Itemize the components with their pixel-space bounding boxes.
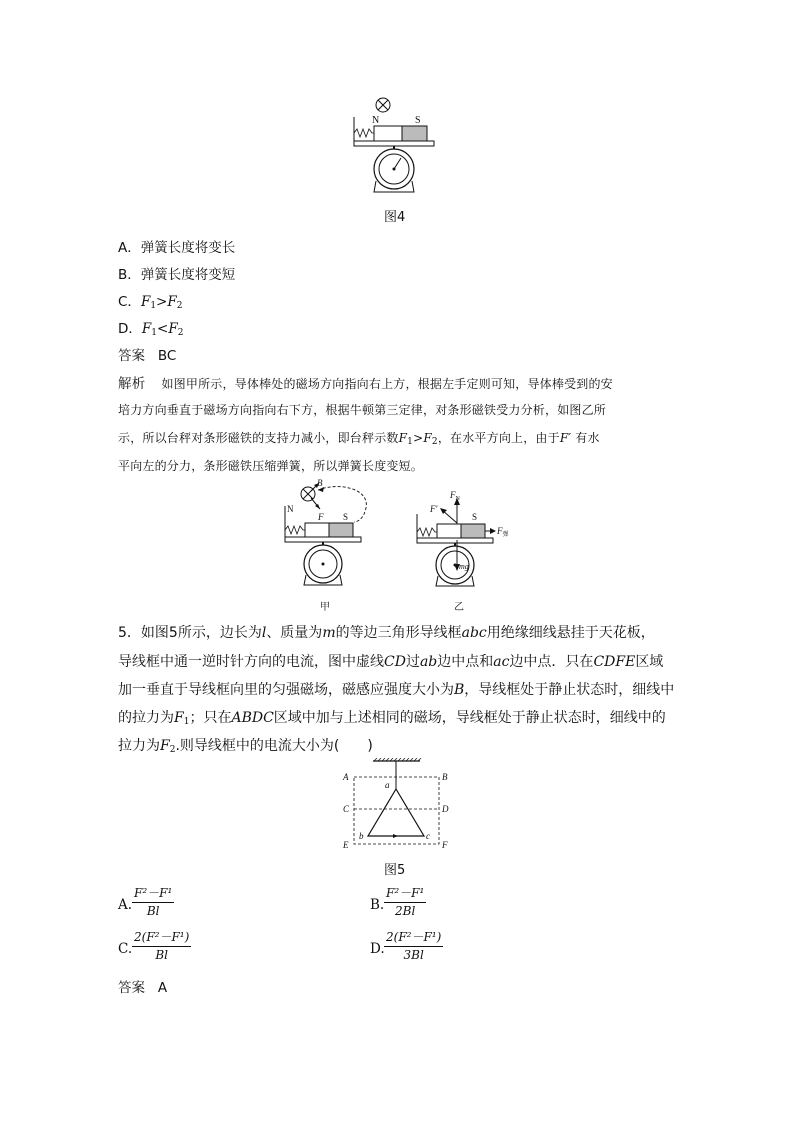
figure-5-caption: 图5 (384, 863, 406, 878)
label-a: a (385, 780, 390, 790)
label-c: c (426, 831, 430, 841)
operator: > (156, 294, 168, 310)
numerator: F²－F¹ (384, 884, 426, 903)
label-mg: mg (459, 562, 469, 571)
var-f: F (398, 431, 408, 445)
q5-answer (118, 976, 167, 996)
q4-answer (118, 344, 176, 364)
sub-2: 2 (431, 437, 438, 447)
q5-text: ；只在 (189, 710, 232, 726)
option-text: 弹簧长度将变短 (140, 267, 236, 283)
label-F: F (442, 840, 448, 850)
label-B: B (442, 772, 448, 782)
sub-1: 1 (150, 301, 157, 311)
label-s: S (343, 512, 349, 522)
numerator: F²－F¹ (132, 884, 174, 903)
var-abdc: ABDC (231, 710, 274, 726)
q5-text: 过 (405, 654, 420, 670)
q5-text: 边中点和 (437, 654, 494, 670)
option-letter: B． (118, 267, 141, 283)
answer-label: 答案 (118, 348, 145, 364)
label-fn: $F_N$ (450, 490, 460, 502)
q5-text: 的等边三角形导线框 (335, 625, 462, 641)
figure-jia-caption: 甲 (320, 602, 330, 613)
var-f: F (168, 321, 178, 337)
var-cd: CD (384, 654, 406, 670)
label-b: B (317, 478, 323, 488)
q5-line-2 (118, 651, 663, 671)
label-f-prime: F′ (430, 504, 438, 514)
q4-option-d (118, 317, 183, 338)
analysis-text: 培力方向垂直于磁场方向指向右下方，根据牛顿第三定律，对条形磁铁受力分析，如图乙所 (118, 403, 607, 417)
operator: < (157, 321, 169, 337)
var-b: B (454, 682, 465, 698)
option-letter: C． (118, 294, 141, 310)
var-abc: abc (461, 625, 487, 641)
q5-line-4 (118, 707, 666, 727)
analysis-text: 如图甲所示，导体棒处的磁场方向指向右上方，根据左手定则可知，导体棒受到的安 (161, 377, 613, 391)
denominator: 3Bl (403, 948, 424, 962)
q5-line-3 (118, 679, 674, 699)
q4-analysis-line-2 (118, 401, 606, 418)
q5-option-a-letter: A. (118, 897, 133, 913)
var-ab: ab (419, 654, 438, 670)
denominator: Bl (155, 948, 168, 962)
analysis-label: 解析 (118, 376, 146, 392)
var-f-prime: F′ (559, 431, 572, 445)
q5-text: 5．如图5所示，边长为 (118, 625, 262, 641)
q5-option-d-fraction (384, 928, 443, 962)
var-f: F (140, 294, 151, 310)
label-b: b (359, 831, 364, 841)
option-text: 弹簧长度将变长 (140, 240, 236, 256)
q5-option-b-fraction (384, 884, 426, 918)
answer-value: BC (157, 348, 177, 364)
answer-label: 答案 (118, 980, 145, 996)
var-ac: ac (493, 654, 510, 670)
q5-option-c-letter: C. (118, 941, 133, 957)
sub-1: 1 (151, 328, 158, 338)
label-f: F (318, 512, 324, 522)
analysis-text: 示，所以台秤对条形磁铁的支持力减小，即台秤示数 (118, 431, 399, 445)
answer-value: A (157, 980, 168, 996)
numerator: 2(F²－F¹) (384, 928, 443, 947)
figure-jia (278, 478, 378, 596)
figure-yi (410, 488, 520, 596)
q5-text: 边中点．只在 (509, 654, 594, 670)
q5-text: 加一垂直于导线框向里的匀强磁场，磁感应强度大小为 (118, 682, 454, 698)
var-cdfe: CDFE (593, 654, 636, 670)
q4-option-c (118, 290, 182, 311)
q4-analysis-line-4 (118, 457, 423, 474)
sub-2: 2 (176, 301, 183, 311)
q5-text: 的拉力为 (118, 710, 174, 726)
label-D: D (442, 804, 449, 814)
q4-option-a (118, 236, 235, 256)
label-f-spring: $F_弹$ (497, 526, 509, 538)
figure-yi-caption: 乙 (454, 602, 464, 613)
var-l: l (261, 625, 267, 641)
sub-1: 1 (183, 717, 190, 727)
q5-text: 、质量为 (266, 625, 323, 641)
sub-2: 2 (169, 745, 176, 755)
denominator: 2Bl (394, 904, 416, 918)
figure-4 (340, 95, 450, 200)
var-m: m (322, 625, 336, 641)
var-f: F (141, 321, 152, 337)
q5-option-d-letter: D. (370, 941, 385, 957)
label-E: E (343, 840, 349, 850)
denominator: Bl (146, 904, 160, 918)
q5-text: 拉力为 (118, 738, 160, 754)
q5-option-c-fraction (132, 928, 191, 962)
q5-text: .则导线框中的电流大小为( ) (175, 738, 373, 754)
q5-line-5 (118, 735, 373, 755)
q4-analysis-line-3 (118, 429, 600, 447)
var-f: F (160, 738, 170, 754)
analysis-text: 平向左的分力，条形磁铁压缩弹簧，所以弹簧长度变短。 (118, 459, 424, 473)
numerator: 2(F²－F¹) (132, 928, 191, 947)
q5-option-b-letter: B. (370, 897, 385, 913)
sub-1: 1 (407, 437, 414, 447)
label-A: A (343, 772, 349, 782)
label-s: S (472, 512, 478, 522)
label-n: N (372, 115, 380, 126)
var-f: F (423, 431, 432, 445)
q4-analysis-line-1 (118, 372, 613, 392)
q5-option-a-fraction (132, 884, 174, 918)
figure-4-caption: 图4 (384, 210, 406, 225)
label-s: S (415, 115, 421, 126)
var-f: F (174, 710, 184, 726)
q5-line-1 (118, 622, 655, 642)
q5-text: 导线框中通一逆时针方向的电流，图中虚线 (118, 654, 384, 670)
option-letter: A． (118, 240, 141, 256)
option-letter: D． (118, 321, 142, 337)
q5-text: ，导线框处于静止状态时，细线中 (464, 682, 675, 698)
q4-option-b (118, 263, 235, 283)
q5-text: 用绝缘细线悬挂于天花板， (486, 625, 655, 641)
operator: > (413, 431, 424, 445)
sub-2: 2 (177, 328, 184, 338)
analysis-text: 有水 (575, 431, 600, 445)
label-n: N (287, 504, 294, 514)
var-f: F (167, 294, 177, 310)
q5-text: 区域 (635, 654, 664, 670)
q5-text: 区域中加与上述相同的磁场，导线框处于静止状态时，细线中的 (273, 710, 666, 726)
analysis-text: ，在水平方向上，由于 (437, 431, 560, 445)
figure-5 (340, 758, 460, 853)
label-C: C (343, 804, 350, 814)
